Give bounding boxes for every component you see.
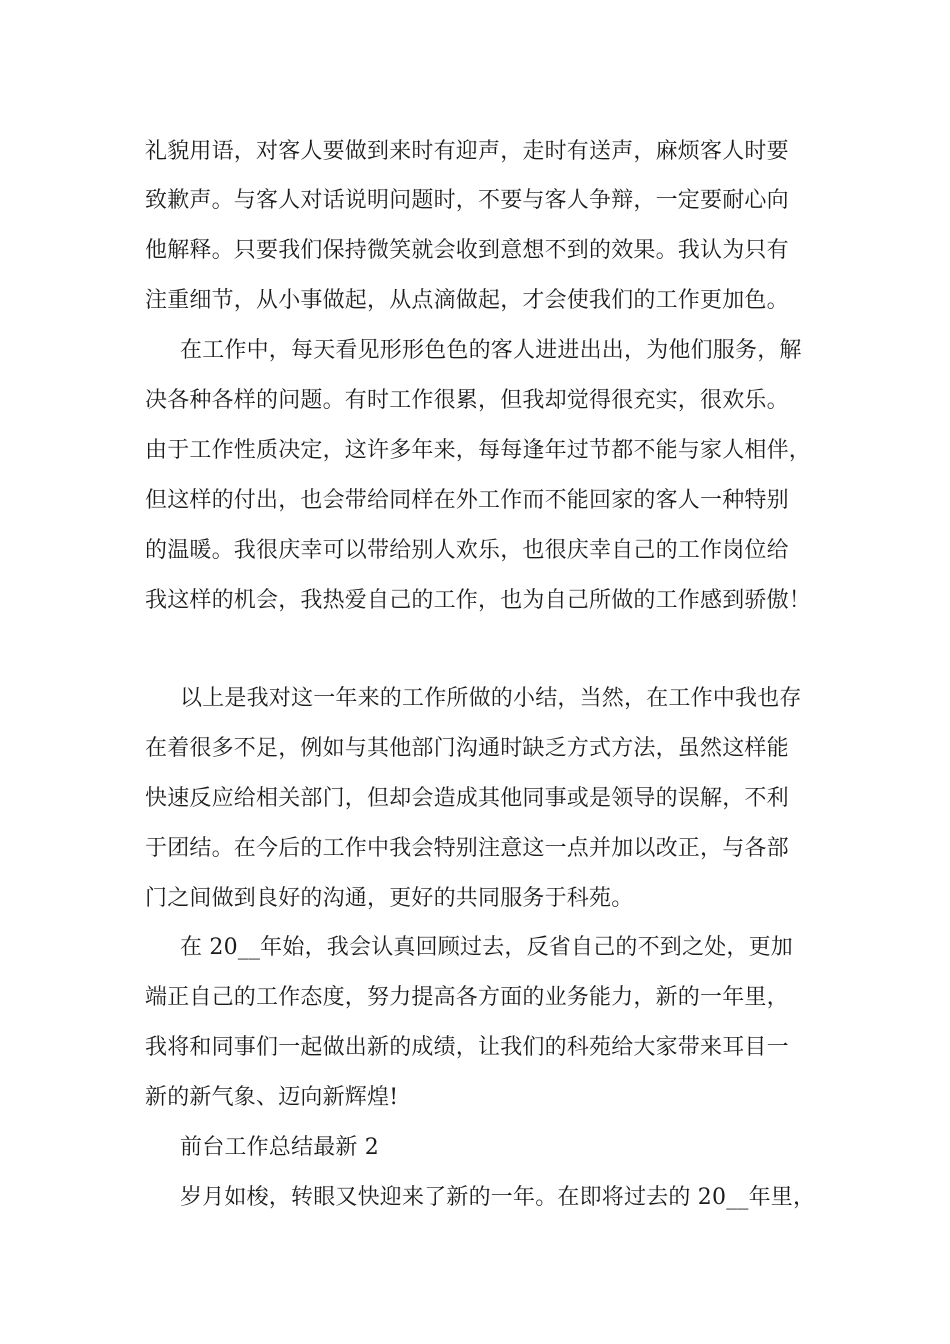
text-line: 注重细节，从小事做起，从点滴做起，才会使我们的工作更加色。 [145, 288, 789, 313]
text-line: 的温暖。我很庆幸可以带给别人欢乐，也很庆幸自己的工作岗位给 [145, 538, 789, 563]
text-line: 新的新气象、迈向新辉煌! [145, 1085, 399, 1110]
text-line: 于团结。在今后的工作中我会特别注意这一点并加以改正，与各部 [145, 836, 789, 861]
section-heading: 前台工作总结最新 2 [180, 1135, 379, 1160]
text-line: 在 20__年始，我会认真回顾过去，反省自己的不到之处，更加 [180, 935, 793, 960]
text-line: 在工作中，每天看见形形色色的客人进进出出，为他们服务，解 [180, 338, 802, 363]
text-line: 在着很多不足，例如与其他部门沟通时缺乏方式方法，虽然这样能 [145, 736, 789, 761]
text-line: 我这样的机会，我热爱自己的工作，也为自己所做的工作感到骄傲！ [145, 588, 812, 613]
text-line: 致歉声。与客人对话说明问题时，不要与客人争辩，一定要耐心向 [145, 188, 789, 213]
text-line: 礼貌用语，对客人要做到来时有迎声，走时有送声，麻烦客人时要 [145, 139, 789, 164]
text-line: 快速反应给相关部门，但却会造成其他同事或是领导的误解，不利 [145, 786, 789, 811]
text-line: 他解释。只要我们保持微笑就会收到意想不到的效果。我认为只有 [145, 238, 789, 263]
text-line: 门之间做到良好的沟通，更好的共同服务于科苑。 [145, 886, 634, 911]
text-line: 由于工作性质决定，这许多年来，每每逢年过节都不能与家人相伴， [145, 438, 812, 463]
text-line: 我将和同事们一起做出新的成绩，让我们的科苑给大家带来耳目一 [145, 1035, 789, 1060]
text-line: 以上是我对这一年来的工作所做的小结，当然，在工作中我也存 [180, 686, 802, 711]
text-line: 但这样的付出，也会带给同样在外工作而不能回家的客人一种特别 [145, 488, 789, 513]
text-line: 岁月如梭，转眼又快迎来了新的一年。在即将过去的 20__年里， [180, 1185, 816, 1210]
text-line: 决各种各样的问题。有时工作很累，但我却觉得很充实，很欢乐。 [145, 388, 789, 413]
text-line: 端正自己的工作态度，努力提高各方面的业务能力，新的一年里， [145, 985, 789, 1010]
